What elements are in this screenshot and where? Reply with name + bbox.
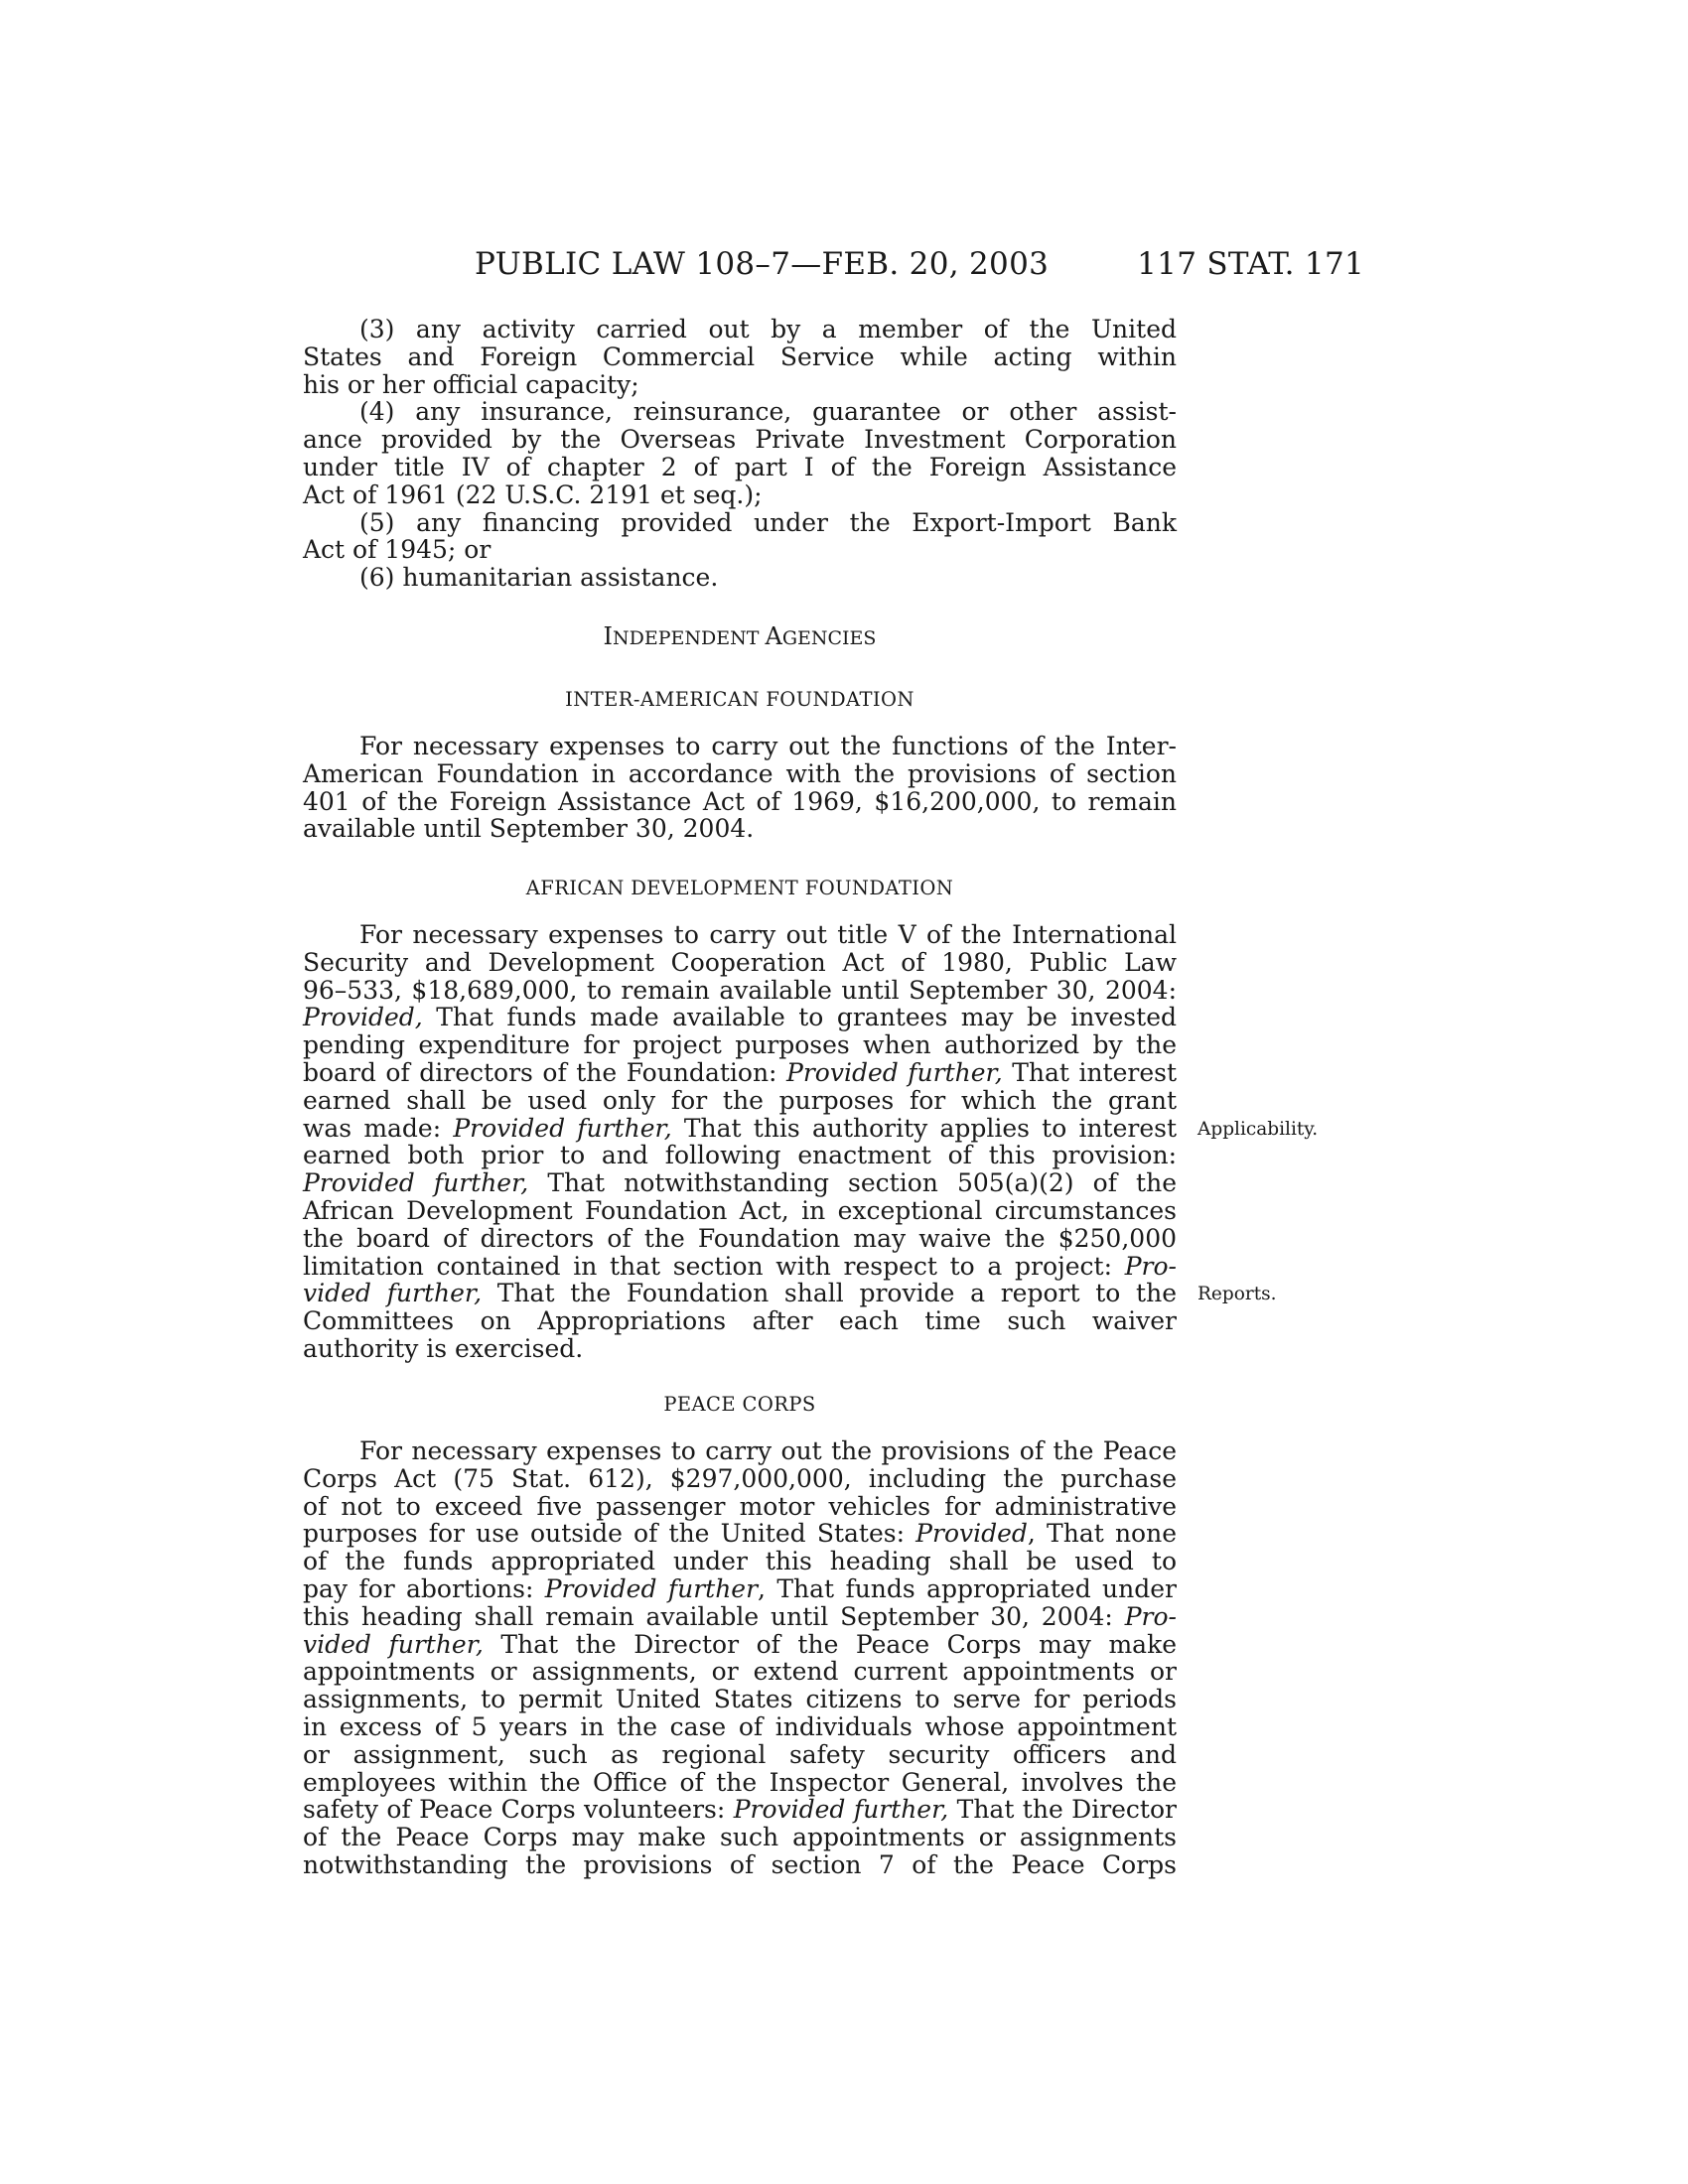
paragraph-text: That the Foundation shall provide a report to the	[482, 1279, 1177, 1308]
heading-part: NDEPENDENT	[613, 627, 766, 649]
paragraph-line: African Development Foundation Act, in exceptional circumstances	[303, 1195, 1177, 1225]
heading-part: I	[603, 622, 614, 650]
paragraph-line	[303, 1603, 1177, 1631]
paragraph-line: in excess of 5 years in the case of individuals whose appointment	[303, 1711, 1177, 1741]
italic-text: Provided further	[544, 1573, 759, 1603]
italic-text: Provided,	[303, 1003, 423, 1032]
list-item-5-line2: Act of 1945; or	[303, 535, 492, 565]
paragraph-line: authority is exercised.	[303, 1333, 584, 1363]
paragraph-line	[303, 1631, 1177, 1659]
paragraph-line	[303, 1253, 1177, 1281]
paragraph-text: was made:	[303, 1113, 454, 1143]
paragraph-text: That interest	[1002, 1057, 1178, 1087]
list-item-4-line2: ance provided by the Overseas Private Investment Corporation	[303, 425, 1177, 455]
paragraph-line: Security and Development Cooperation Act of 1980, Public Law	[303, 947, 1177, 977]
italic-text: Provided further,	[453, 1113, 672, 1143]
paragraph-line	[303, 1059, 1177, 1087]
heading-part: A	[765, 622, 782, 650]
peace-corps-heading: PEACE CORPS	[663, 1393, 816, 1416]
paragraph-text: That funds made available to grantees may be invested	[422, 1003, 1177, 1032]
italic-text: vided further,	[303, 1279, 483, 1308]
margin-note-applicability: Applicability.	[1197, 1119, 1319, 1140]
paragraph-line: American Foundation in accordance with the provisions of section	[303, 758, 1177, 788]
running-head: PUBLIC LAW 108–7—FEB. 20, 2003	[475, 246, 1050, 282]
italic-text: Provided further,	[733, 1795, 949, 1825]
paragraph-text: That notwithstanding section 505(a)(2) of the	[528, 1168, 1177, 1198]
paragraph-text: board of directors of the Foundation:	[303, 1057, 786, 1087]
paragraph-line: notwithstanding the provisions of section 7 of the Peace Corps	[303, 1849, 1177, 1879]
paragraph-text: this heading shall remain available until September 30, 2004:	[303, 1601, 1125, 1631]
paragraph-line: of the funds appropriated under this heading shall be used to	[303, 1547, 1177, 1576]
paragraph-line: assignments, to permit United States citizens to serve for periods	[303, 1685, 1177, 1714]
paragraph-line: For necessary expenses to carry out the functions of the Inter-	[359, 732, 1177, 760]
paragraph-text: That the Director of the Peace Corps may make	[483, 1629, 1178, 1659]
italic-text: Pro-	[1124, 1601, 1177, 1631]
margin-note-reports: Reports.	[1197, 1284, 1277, 1304]
paragraph-text: safety of Peace Corps volunteers:	[303, 1795, 734, 1825]
italic-text: Provided	[915, 1519, 1028, 1549]
paragraph-line: Committees on Appropriations after each time such waiver	[303, 1306, 1177, 1336]
list-item-4-line1: (4) any insurance, reinsurance, guarantee or other assist-	[359, 397, 1177, 427]
italic-text: Provided further,	[303, 1168, 529, 1198]
inter-american-foundation-paragraph	[303, 733, 1177, 843]
paragraph-line: pending expenditure for project purposes when authorized by the	[303, 1030, 1177, 1060]
heading-part: GENCIES	[781, 627, 877, 649]
italic-text: vided further,	[303, 1629, 484, 1659]
paragraph-line: of the Peace Corps may make such appointments or assignments	[303, 1823, 1177, 1852]
paragraph-line	[303, 1575, 1177, 1603]
paragraph-line: For necessary expenses to carry out title V of the International	[359, 920, 1177, 949]
paragraph-line	[303, 1169, 1177, 1197]
paragraph-line: Corps Act (75 Stat. 612), $297,000,000, including the purchase	[303, 1463, 1177, 1493]
paragraph-text: That this authority applies to interest	[671, 1113, 1178, 1143]
list-item-6: (6) humanitarian assistance.	[359, 563, 719, 593]
list-items	[303, 316, 1177, 592]
paragraph-line: or assignment, such as regional safety security officers and	[303, 1739, 1177, 1769]
paragraph-line: the board of directors of the Foundation may waive the $250,000	[303, 1223, 1177, 1253]
list-item-3-line3: his or her official capacity;	[303, 369, 639, 399]
paragraph-text: purposes for use outside of the United States:	[303, 1519, 916, 1549]
peace-corps-paragraph	[303, 1437, 1177, 1879]
paragraph-line: 96–533, $18,689,000, to remain available until September 30, 2004:	[303, 975, 1177, 1005]
section-heading-independent-agencies	[303, 623, 1177, 653]
list-item-3-line2: States and Foreign Commercial Service while acting within	[303, 341, 1177, 371]
paragraph-text: , That funds appropriated under	[758, 1573, 1178, 1603]
page-number: 117 STAT. 171	[1137, 246, 1364, 282]
paragraph-line	[303, 1004, 1177, 1031]
list-item-5-line1: (5) any financing provided under the Export-Import Bank	[359, 507, 1177, 537]
italic-text: Pro-	[1124, 1251, 1177, 1281]
paragraph-line: available until September 30, 2004.	[303, 814, 755, 844]
paragraph-line: earned both prior to and following enactment of this provision:	[303, 1141, 1177, 1170]
african-development-foundation-paragraph	[303, 921, 1177, 1363]
paragraph-text: limitation contained in that section with respect to a project:	[303, 1251, 1125, 1281]
inter-american-foundation-heading: INTER-AMERICAN FOUNDATION	[565, 688, 914, 711]
paragraph-line: employees within the Office of the Inspector General, involves the	[303, 1767, 1177, 1797]
paragraph-text: That the Director	[948, 1795, 1177, 1825]
paragraph-line	[303, 1115, 1177, 1143]
list-item-4-line4: Act of 1961 (22 U.S.C. 2191 et seq.);	[303, 479, 763, 509]
paragraph-text: , That none	[1027, 1519, 1177, 1549]
paragraph-line: of not to exceed five passenger motor vehicles for administrative	[303, 1491, 1177, 1521]
paragraph-line: 401 of the Foreign Assistance Act of 1969, $16,200,000, to remain	[303, 786, 1177, 816]
paragraph-line	[303, 1796, 1177, 1824]
paragraph-line: earned shall be used only for the purposes for which the grant	[303, 1085, 1177, 1115]
italic-text: Provided further,	[786, 1057, 1003, 1087]
paragraph-text: pay for abortions:	[303, 1573, 545, 1603]
paragraph-line: For necessary expenses to carry out the provisions of the Peace	[359, 1436, 1177, 1465]
paragraph-line: appointments or assignments, or extend current appointments or	[303, 1657, 1177, 1687]
list-item-3-line1: (3) any activity carried out by a member of the United	[359, 315, 1177, 343]
list-item-4-line3: under title IV of chapter 2 of part I of the Foreign Assistance	[303, 452, 1177, 481]
paragraph-line	[303, 1280, 1177, 1307]
paragraph-line	[303, 1520, 1177, 1548]
african-development-foundation-heading: AFRICAN DEVELOPMENT FOUNDATION	[525, 877, 954, 899]
